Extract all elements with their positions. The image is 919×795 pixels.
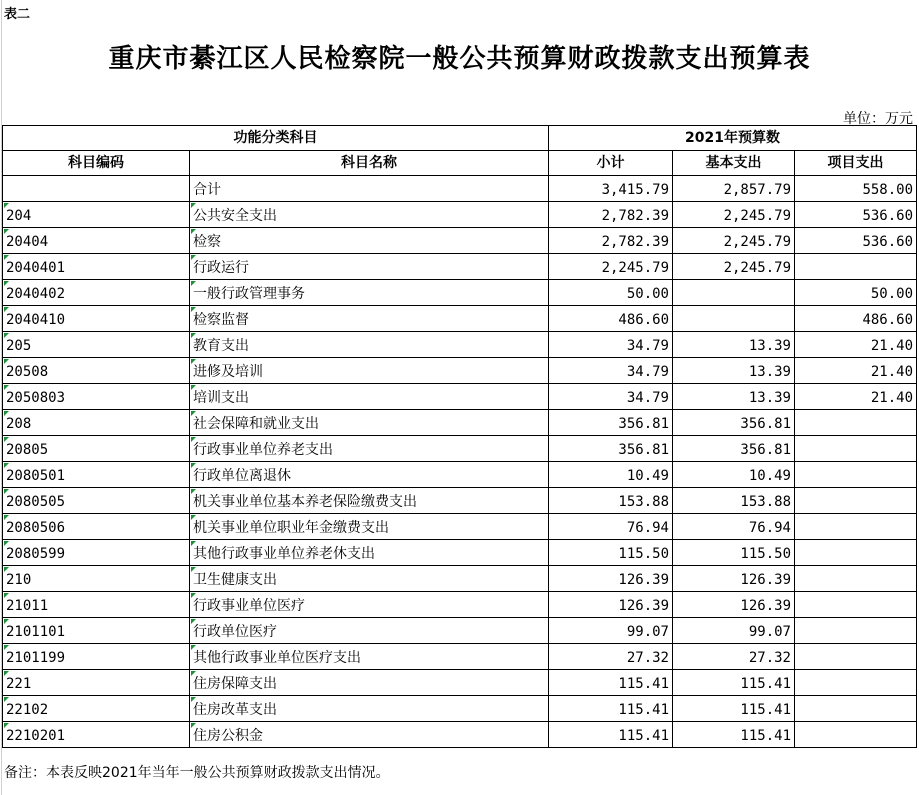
cell-subtotal: 34.79 [549, 384, 673, 410]
table-row [3, 592, 917, 618]
cell-code: 22102 [3, 696, 190, 722]
table-row [3, 384, 917, 410]
header-function-classification: 功能分类科目 [3, 126, 549, 151]
table-row [3, 280, 917, 306]
cell-subtotal: 356.81 [549, 436, 673, 462]
cell-name: 住房保障支出 [190, 670, 549, 696]
table-row [3, 618, 917, 644]
cell-subtotal: 356.81 [549, 410, 673, 436]
cell-project: 21.40 [795, 384, 917, 410]
cell-subtotal: 153.88 [549, 488, 673, 514]
header-basic: 基本支出 [673, 151, 795, 176]
cell-name: 住房改革支出 [190, 696, 549, 722]
cell-subtotal: 34.79 [549, 358, 673, 384]
cell-basic [673, 280, 795, 306]
cell-name: 检察监督 [190, 306, 549, 332]
cell-name: 其他行政事业单位医疗支出 [190, 644, 549, 670]
header-row-columns [3, 151, 917, 176]
cell-project: 21.40 [795, 358, 917, 384]
cell-basic: 76.94 [673, 514, 795, 540]
cell-name: 行政事业单位养老支出 [190, 436, 549, 462]
cell-name: 公共安全支出 [190, 202, 549, 228]
cell-code: 2101199 [3, 644, 190, 670]
cell-code: 21011 [3, 592, 190, 618]
cell-subtotal: 2,245.79 [549, 254, 673, 280]
cell-basic: 27.32 [673, 644, 795, 670]
cell-basic: 2,245.79 [673, 228, 795, 254]
cell-subtotal: 486.60 [549, 306, 673, 332]
cell-project: 50.00 [795, 280, 917, 306]
table-row [3, 462, 917, 488]
header-name: 科目名称 [190, 151, 549, 176]
cell-project: 536.60 [795, 202, 917, 228]
cell-project [795, 254, 917, 280]
table-row [3, 176, 917, 202]
cell-code: 20805 [3, 436, 190, 462]
table-row [3, 410, 917, 436]
table-row [3, 722, 917, 748]
cell-project: 21.40 [795, 332, 917, 358]
cell-code: 2080505 [3, 488, 190, 514]
budget-table [2, 125, 917, 748]
unit-label: 单位：万元 [843, 111, 913, 127]
table-row [3, 228, 917, 254]
cell-name: 教育支出 [190, 332, 549, 358]
cell-code [3, 176, 190, 202]
cell-code: 20508 [3, 358, 190, 384]
cell-project [795, 592, 917, 618]
cell-subtotal: 115.41 [549, 722, 673, 748]
cell-name: 一般行政管理事务 [190, 280, 549, 306]
table-row [3, 696, 917, 722]
cell-basic: 115.41 [673, 670, 795, 696]
header-subtotal: 小计 [549, 151, 673, 176]
table-row [3, 202, 917, 228]
cell-name: 机关事业单位基本养老保险缴费支出 [190, 488, 549, 514]
cell-code: 2080501 [3, 462, 190, 488]
header-project: 项目支出 [795, 151, 917, 176]
cell-subtotal: 126.39 [549, 566, 673, 592]
table-row [3, 254, 917, 280]
cell-name: 行政运行 [190, 254, 549, 280]
cell-subtotal: 3,415.79 [549, 176, 673, 202]
cell-name: 检察 [190, 228, 549, 254]
cell-project: 558.00 [795, 176, 917, 202]
header-code: 科目编码 [3, 151, 190, 176]
cell-basic: 126.39 [673, 566, 795, 592]
cell-subtotal: 2,782.39 [549, 228, 673, 254]
table-row [3, 514, 917, 540]
cell-project [795, 722, 917, 748]
cell-project [795, 566, 917, 592]
cell-subtotal: 115.50 [549, 540, 673, 566]
cell-basic: 10.49 [673, 462, 795, 488]
cell-project [795, 436, 917, 462]
cell-code: 2040410 [3, 306, 190, 332]
cell-basic: 126.39 [673, 592, 795, 618]
cell-subtotal: 27.32 [549, 644, 673, 670]
cell-subtotal: 115.41 [549, 670, 673, 696]
cell-project [795, 488, 917, 514]
cell-project [795, 410, 917, 436]
cell-project [795, 696, 917, 722]
cell-name: 卫生健康支出 [190, 566, 549, 592]
cell-subtotal: 115.41 [549, 696, 673, 722]
footnote: 备注：本表反映2021年当年一般公共预算财政拨款支出情况。 [4, 765, 390, 781]
table-row [3, 566, 917, 592]
cell-code: 221 [3, 670, 190, 696]
cell-basic: 13.39 [673, 384, 795, 410]
cell-subtotal: 34.79 [549, 332, 673, 358]
cell-code: 208 [3, 410, 190, 436]
cell-code: 205 [3, 332, 190, 358]
cell-basic: 2,857.79 [673, 176, 795, 202]
cell-basic: 115.41 [673, 722, 795, 748]
header-budget-2021: 2021年预算数 [549, 126, 917, 151]
cell-name: 住房公积金 [190, 722, 549, 748]
cell-code: 20404 [3, 228, 190, 254]
table-row [3, 332, 917, 358]
table-row [3, 540, 917, 566]
cell-basic: 99.07 [673, 618, 795, 644]
cell-basic: 356.81 [673, 436, 795, 462]
cell-code: 204 [3, 202, 190, 228]
cell-basic: 153.88 [673, 488, 795, 514]
cell-code: 2210201 [3, 722, 190, 748]
cell-subtotal: 99.07 [549, 618, 673, 644]
cell-code: 2040402 [3, 280, 190, 306]
cell-code: 2080599 [3, 540, 190, 566]
cell-name: 合计 [190, 176, 549, 202]
cell-basic: 356.81 [673, 410, 795, 436]
header-row-group [3, 126, 917, 151]
cell-subtotal: 2,782.39 [549, 202, 673, 228]
cell-basic: 115.41 [673, 696, 795, 722]
cell-code: 2101101 [3, 618, 190, 644]
cell-code: 210 [3, 566, 190, 592]
cell-code: 2050803 [3, 384, 190, 410]
cell-name: 培训支出 [190, 384, 549, 410]
table-row [3, 436, 917, 462]
cell-project [795, 644, 917, 670]
cell-name: 行政单位离退休 [190, 462, 549, 488]
cell-project [795, 540, 917, 566]
cell-subtotal: 50.00 [549, 280, 673, 306]
cell-project [795, 514, 917, 540]
cell-subtotal: 10.49 [549, 462, 673, 488]
table-body [3, 176, 917, 748]
cell-name: 机关事业单位职业年金缴费支出 [190, 514, 549, 540]
cell-name: 行政事业单位医疗 [190, 592, 549, 618]
sheet-label: 表二 [4, 7, 31, 22]
cell-project: 486.60 [795, 306, 917, 332]
cell-basic: 2,245.79 [673, 202, 795, 228]
cell-code: 2080506 [3, 514, 190, 540]
cell-subtotal: 126.39 [549, 592, 673, 618]
cell-code: 2040401 [3, 254, 190, 280]
cell-project [795, 618, 917, 644]
cell-project: 536.60 [795, 228, 917, 254]
cell-name: 行政单位医疗 [190, 618, 549, 644]
cell-name: 进修及培训 [190, 358, 549, 384]
cell-basic [673, 306, 795, 332]
table-row [3, 358, 917, 384]
cell-basic: 13.39 [673, 332, 795, 358]
table-row [3, 644, 917, 670]
table-row [3, 488, 917, 514]
cell-subtotal: 76.94 [549, 514, 673, 540]
table-row [3, 670, 917, 696]
cell-project [795, 670, 917, 696]
cell-basic: 115.50 [673, 540, 795, 566]
cell-name: 社会保障和就业支出 [190, 410, 549, 436]
table-row [3, 306, 917, 332]
cell-name: 其他行政事业单位养老休支出 [190, 540, 549, 566]
page-title: 重庆市綦江区人民检察院一般公共预算财政拨款支出预算表 [108, 44, 811, 74]
cell-basic: 2,245.79 [673, 254, 795, 280]
cell-basic: 13.39 [673, 358, 795, 384]
cell-project [795, 462, 917, 488]
